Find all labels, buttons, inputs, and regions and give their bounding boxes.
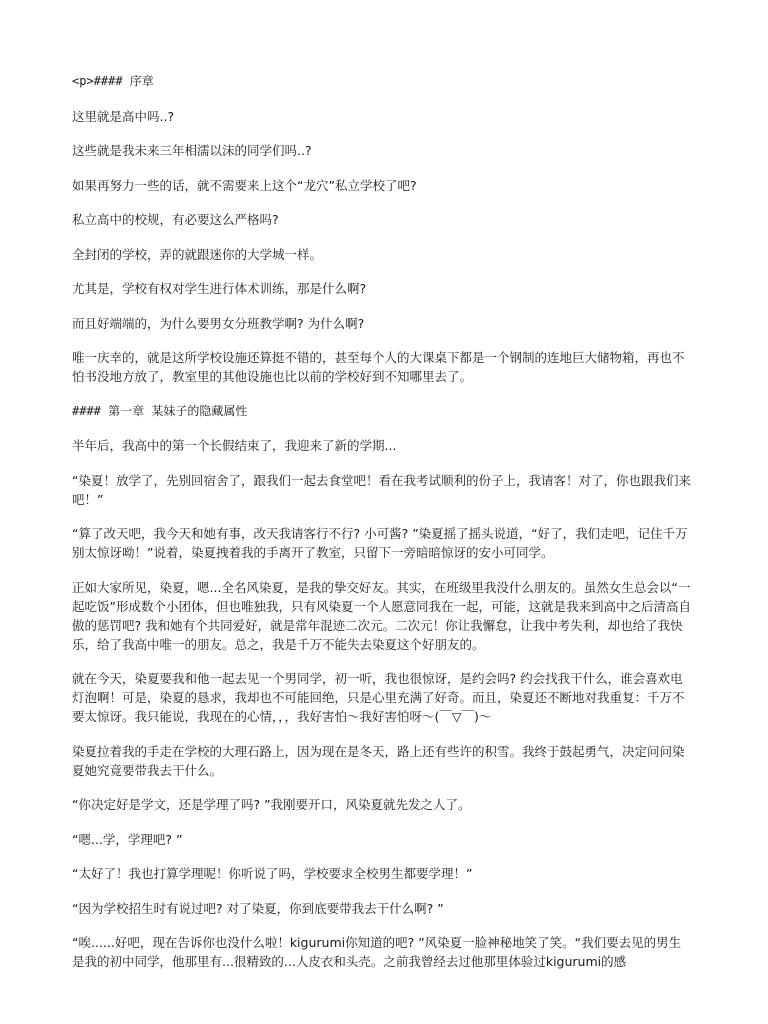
paragraph: “染夏！放学了，先别回宿舍了，跟我们一起去食堂吧！看在我考试顺利的份子上，我请客！对了，你也跟我们来吧！” [72, 472, 691, 507]
paragraph: 全封闭的学校，弄的就跟迷你的大学城一样。 [72, 246, 323, 262]
section-heading-prologue: <p>#### 序章 [72, 74, 154, 88]
paragraph: 尤其是，学校有权对学生进行体术训练，那是什么啊? [72, 281, 367, 296]
paragraph: 就在今天，染夏要我和他一起去见一个男同学，初一听，我也很惊讶，是约会吗? 约会找我干什么，谁会喜欢电灯泡啊！可是，染夏的恳求，我却也不可能回绝，只是心里充满了好奇。而且，染夏还不断地对我重复：千万不要太惊讶。我只能说，我现在的心情，，，我好害怕～我好害怕呀～(￣▽￣)～ [72, 671, 685, 724]
paragraph: 而且好端端的，为什么要男女分班教学啊? 为什么啊? [72, 315, 365, 331]
paragraph: 染夏拉着我的手走在学校的大理石路上，因为现在是冬天，路上还有些许的积雪。我终于鼓起勇气，决定问问染夏她究竟要带我去干什么。 [72, 743, 685, 778]
document-body [72, 72, 692, 987]
paragraph: 半年后，我高中的第一个长假结束了，我迎来了新的学期... [72, 438, 397, 453]
paragraph: 正如大家所见，染夏，嗯...全名风染夏，是我的挚交好友。其实，在班级里我没什么朋友的。虽然女生总会以“一起吃饭”形成数个小团体，但也唯独我，只有风染夏一个人愿意同我在一起，可能，这就是我来到高中之后清高自傲的惩罚吧? 我和她有个共同爱好，就是常年混迹二次元。二次元！你让我懈怠，让我中考失利，却也给了我快乐，给了我高中唯一的朋友。总之，我是千万不能失去染夏这个好朋友的。 [72, 579, 691, 652]
paragraph: “太好了！我也打算学理呢！你听说了吗，学校要求全校男生都要学理！” [72, 866, 473, 881]
paragraph: 私立高中的校规，有必要这么严格吗? [72, 212, 279, 227]
paragraph: “嗯...学，学理吧? ” [72, 831, 183, 847]
paragraph: “算了改天吧，我今天和她有事，改天我请客行不行? 小可酱? ”染夏摇了摇头说道，“好了，我们走吧，记住千万别太惊讶呦！”说着，染夏拽着我的手离开了教室，只留下一旁暗暗惊讶的安小可同学。 [72, 526, 688, 560]
paragraph: “因为学校招生时有说过吧? 对了染夏，你到底要带我去干什么啊? ” [72, 900, 444, 916]
paragraph: 如果再努力一些的话，就不需要来上这个“龙穴”私立学校了吧? [72, 177, 417, 193]
paragraph: 这些就是我未来三年相濡以沫的同学们吗..? [72, 143, 312, 158]
paragraph: 唯一庆幸的，就是这所学校设施还算挺不错的，甚至每个人的大课桌下都是一个钢制的连地巨大储物箱，再也不怕书没地方放了，教室里的其他设施也比以前的学校好到不知哪里去了。 [72, 350, 685, 384]
section-heading-chapter-one: #### 第一章 某妹子的隐藏属性 [72, 403, 248, 418]
paragraph: “唉......好吧，现在告诉你也没什么啦！kigurumi你知道的吧? ”风染夏一脸神秘地笑了笑。“我们要去见的男生是我的初中同学，他那里有...很精致的...人皮衣和头壳。之前我曾经去过他那里体验过kigurumi的感 [72, 935, 682, 969]
paragraph: “你决定好是学文，还是学理了吗? ”我刚要开口，风染夏就先发之人了。 [72, 797, 471, 812]
paragraph: 这里就是高中吗..? [72, 108, 175, 124]
